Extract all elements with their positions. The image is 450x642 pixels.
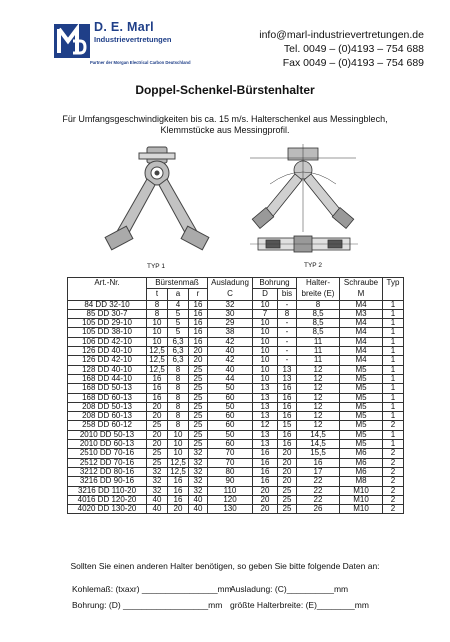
table-cell: 6,3: [168, 356, 189, 365]
table-cell: 12: [297, 384, 340, 393]
company-name: D. E. Marl: [94, 20, 154, 34]
table-cell: 12: [297, 365, 340, 374]
description-line-1: Für Umfangsgeschwindigkeiten bis ca. 15 m/s. Halterschenkel aus Messingblech,: [62, 114, 388, 124]
table-cell: 2: [383, 486, 404, 495]
table-cell: 120: [208, 495, 253, 504]
table-cell: 2: [383, 458, 404, 467]
col-art-nr: Art.-Nr.: [68, 278, 147, 289]
table-cell: 126 DD 40-10: [68, 347, 147, 356]
table-cell: 13: [253, 402, 278, 411]
table-cell: 2: [383, 449, 404, 458]
col-bis: bis: [278, 289, 297, 300]
table-cell: 40: [189, 495, 208, 504]
table-cell: 7: [253, 309, 278, 318]
spec-table: [67, 277, 404, 514]
table-row: [68, 300, 404, 309]
table-cell: 12: [297, 402, 340, 411]
table-cell: 16: [278, 384, 297, 393]
table-cell: 10: [253, 356, 278, 365]
table-cell: 8,5: [297, 319, 340, 328]
table-cell: 32: [189, 458, 208, 467]
table-cell: 2: [383, 495, 404, 504]
table-cell: M4: [340, 319, 383, 328]
table-cell: 32: [189, 467, 208, 476]
table-cell: 25: [189, 430, 208, 439]
table-cell: 20: [278, 458, 297, 467]
email-address: info@marl-industrievertretungen.de: [259, 29, 424, 41]
table-cell: 10: [168, 449, 189, 458]
table-cell: 16: [168, 486, 189, 495]
table-cell: 4016 DD 120-20: [68, 495, 147, 504]
contact-block: [259, 28, 424, 70]
table-cell: 16: [278, 393, 297, 402]
page-title: Doppel-Schenkel-Bürstenhalter: [135, 83, 315, 97]
table-cell: 25: [189, 365, 208, 374]
table-cell: 13: [278, 374, 297, 383]
table-cell: 20: [278, 467, 297, 476]
table-row: [68, 384, 404, 393]
table-cell: 11: [297, 337, 340, 346]
table-subheader-row: [68, 289, 404, 300]
table-cell: 1: [383, 347, 404, 356]
table-cell: M4: [340, 337, 383, 346]
table-cell: 8: [297, 300, 340, 309]
type1-caption: TYP 1: [147, 263, 165, 270]
table-cell: 42: [208, 356, 253, 365]
table-cell: 11: [297, 356, 340, 365]
table-cell: 110: [208, 486, 253, 495]
table-cell: 20: [253, 505, 278, 514]
table-cell: 16: [168, 477, 189, 486]
table-cell: M10: [340, 495, 383, 504]
table-cell: -: [278, 319, 297, 328]
table-cell: 1: [383, 319, 404, 328]
table-cell: 1: [383, 337, 404, 346]
table-cell: 60: [208, 440, 253, 449]
table-cell: 10: [253, 347, 278, 356]
table-cell: 32: [147, 477, 168, 486]
table-cell: 16: [278, 440, 297, 449]
table-cell: 16: [253, 449, 278, 458]
table-cell: 42: [208, 337, 253, 346]
table-cell: M4: [340, 347, 383, 356]
table-cell: M6: [340, 467, 383, 476]
table-cell: -: [278, 356, 297, 365]
company-brand: [90, 20, 191, 65]
table-cell: 10: [168, 430, 189, 439]
table-cell: 4: [168, 300, 189, 309]
table-cell: 16: [147, 384, 168, 393]
table-row: [68, 486, 404, 495]
table-row: [68, 505, 404, 514]
table-cell: M5: [340, 384, 383, 393]
table-cell: 90: [208, 477, 253, 486]
table-cell: 16: [253, 467, 278, 476]
table-cell: 8: [168, 393, 189, 402]
form-halterbreite[interactable]: größte Halterbreite: (E)________mm: [230, 600, 369, 610]
table-cell: 2: [383, 477, 404, 486]
table-cell: 13: [253, 430, 278, 439]
table-cell: 60: [208, 393, 253, 402]
table-cell: 8: [168, 384, 189, 393]
table-cell: 16: [278, 430, 297, 439]
table-cell: 25: [147, 458, 168, 467]
table-cell: 12,5: [147, 365, 168, 374]
table-cell: 22: [297, 495, 340, 504]
table-cell: 25: [147, 421, 168, 430]
table-cell: 22: [297, 486, 340, 495]
table-cell: 8: [168, 365, 189, 374]
table-cell: 128 DD 40-10: [68, 365, 147, 374]
table-cell: 10: [147, 328, 168, 337]
table-cell: M4: [340, 328, 383, 337]
table-cell: 16: [278, 402, 297, 411]
table-cell: 10: [253, 300, 278, 309]
table-cell: 6,3: [168, 347, 189, 356]
table-cell: 208 DD 50-13: [68, 402, 147, 411]
table-cell: 20: [147, 402, 168, 411]
table-cell: 16: [278, 412, 297, 421]
table-cell: 1: [383, 430, 404, 439]
table-cell: 4020 DD 130-20: [68, 505, 147, 514]
table-cell: 1: [383, 309, 404, 318]
col-t: t: [147, 289, 168, 300]
table-cell: M6: [340, 449, 383, 458]
table-cell: 8: [168, 402, 189, 411]
table-cell: 40: [147, 495, 168, 504]
table-cell: 1: [383, 384, 404, 393]
table-cell: 20: [189, 347, 208, 356]
table-cell: 12: [297, 412, 340, 421]
table-cell: 32: [189, 449, 208, 458]
table-cell: 17: [297, 467, 340, 476]
table-cell: 5: [168, 319, 189, 328]
col-buerstenmass: Bürstenmaß: [147, 278, 208, 289]
table-cell: 16: [189, 337, 208, 346]
col-halterbreite-unit: breite (E): [297, 289, 340, 300]
table-cell: 12: [297, 393, 340, 402]
table-row: [68, 328, 404, 337]
table-cell: 60: [208, 412, 253, 421]
table-cell: 13: [253, 440, 278, 449]
table-cell: 25: [278, 486, 297, 495]
table-cell: 3212 DD 80-16: [68, 467, 147, 476]
table-cell: 16: [189, 328, 208, 337]
table-cell: 168 DD 44-10: [68, 374, 147, 383]
form-ausladung[interactable]: Ausladung: (C)__________mm: [230, 584, 349, 594]
table-cell: 25: [189, 374, 208, 383]
table-cell: 1: [383, 356, 404, 365]
col-r: r: [189, 289, 208, 300]
table-cell: M5: [340, 440, 383, 449]
table-cell: 32: [147, 467, 168, 476]
table-row: [68, 421, 404, 430]
table-cell: 25: [189, 440, 208, 449]
col-schraube-unit: M: [340, 289, 383, 300]
table-cell: 1: [383, 374, 404, 383]
table-cell: 20: [168, 505, 189, 514]
type2-brush-holder-drawing: [240, 140, 370, 262]
type2-caption: TYP 2: [304, 262, 322, 269]
table-cell: -: [278, 328, 297, 337]
table-cell: M5: [340, 421, 383, 430]
col-halterbreite: Halter-: [297, 278, 340, 289]
table-cell: M5: [340, 393, 383, 402]
table-cell: 2010 DD 60-13: [68, 440, 147, 449]
table-cell: 8: [147, 300, 168, 309]
table-cell: 10: [253, 328, 278, 337]
col-bohrung: Bohrung: [253, 278, 297, 289]
table-cell: 40: [208, 347, 253, 356]
table-cell: 38: [208, 328, 253, 337]
table-row: [68, 449, 404, 458]
description-line-2: Klemmstücke aus Messingprofil.: [160, 125, 290, 135]
table-cell: 25: [189, 384, 208, 393]
table-cell: 20: [253, 495, 278, 504]
table-cell: 16: [147, 393, 168, 402]
table-cell: 12,5: [147, 347, 168, 356]
table-cell: 16: [168, 495, 189, 504]
table-cell: 25: [189, 393, 208, 402]
table-cell: 29: [208, 319, 253, 328]
table-cell: 26: [297, 505, 340, 514]
form-bohrung[interactable]: Bohrung: (D) __________________mm: [72, 600, 223, 610]
table-cell: 32: [208, 300, 253, 309]
table-cell: 10: [147, 319, 168, 328]
table-cell: 16: [297, 458, 340, 467]
table-cell: 10: [253, 365, 278, 374]
table-cell: 2: [383, 421, 404, 430]
table-cell: 105 DD 29-10: [68, 319, 147, 328]
fax-number: Fax 0049 – (0)4193 – 754 689: [282, 57, 424, 69]
table-cell: M4: [340, 356, 383, 365]
table-cell: M5: [340, 430, 383, 439]
table-cell: 85 DD 30-7: [68, 309, 147, 318]
table-cell: 16: [189, 300, 208, 309]
table-cell: 168 DD 60-13: [68, 393, 147, 402]
table-cell: 20: [278, 449, 297, 458]
table-cell: 12,5: [168, 467, 189, 476]
table-cell: 40: [208, 365, 253, 374]
type1-brush-holder-drawing: [95, 143, 220, 253]
table-cell: 80: [208, 467, 253, 476]
table-cell: 20: [147, 440, 168, 449]
table-cell: 126 DD 42-10: [68, 356, 147, 365]
table-cell: 8: [168, 374, 189, 383]
table-cell: 16: [147, 374, 168, 383]
table-cell: 1: [383, 328, 404, 337]
table-row: [68, 393, 404, 402]
table-cell: 3216 DD 110-20: [68, 486, 147, 495]
table-cell: 16: [189, 309, 208, 318]
table-cell: 25: [147, 449, 168, 458]
table-cell: 12,5: [147, 356, 168, 365]
table-cell: 20: [253, 486, 278, 495]
table-cell: 1: [383, 365, 404, 374]
table-cell: 8: [147, 309, 168, 318]
table-cell: -: [278, 347, 297, 356]
col-ausladung: Ausladung: [208, 278, 253, 289]
table-cell: 8,5: [297, 328, 340, 337]
col-schraube: Schraube: [340, 278, 383, 289]
table-cell: M3: [340, 309, 383, 318]
col-ausladung-unit: C: [208, 289, 253, 300]
table-cell: 6,3: [168, 337, 189, 346]
table-cell: 12: [297, 421, 340, 430]
phone-number: Tel. 0049 – (0)4193 – 754 688: [283, 43, 424, 55]
table-cell: 130: [208, 505, 253, 514]
table-cell: 1: [383, 393, 404, 402]
table-cell: 11: [297, 347, 340, 356]
table-cell: -: [278, 300, 297, 309]
table-cell: 70: [208, 458, 253, 467]
company-logo: [54, 24, 90, 58]
table-cell: 50: [208, 384, 253, 393]
table-cell: M10: [340, 505, 383, 514]
table-cell: 40: [189, 505, 208, 514]
table-cell: M5: [340, 365, 383, 374]
table-cell: 2: [383, 505, 404, 514]
table-cell: 10: [253, 319, 278, 328]
table-cell: 8: [168, 421, 189, 430]
table-cell: 12: [253, 421, 278, 430]
col-a: a: [168, 289, 189, 300]
letterhead: [0, 0, 450, 70]
table-cell: 2: [383, 467, 404, 476]
spec-table-body: [68, 300, 404, 514]
table-cell: 20: [189, 356, 208, 365]
table-cell: 20: [147, 412, 168, 421]
table-cell: 2010 DD 50-13: [68, 430, 147, 439]
table-cell: 12: [297, 374, 340, 383]
table-cell: 13: [253, 393, 278, 402]
table-cell: 22: [297, 477, 340, 486]
table-cell: 8: [278, 309, 297, 318]
table-cell: 5: [168, 309, 189, 318]
table-cell: M5: [340, 374, 383, 383]
table-cell: 12,5: [168, 458, 189, 467]
table-cell: 10: [147, 337, 168, 346]
table-cell: 1: [383, 300, 404, 309]
table-cell: 15,5: [297, 449, 340, 458]
request-note: Sollten Sie einen anderen Halter benötigen, so geben Sie bitte folgende Daten an:: [70, 561, 380, 571]
table-cell: 16: [253, 458, 278, 467]
table-row: [68, 356, 404, 365]
table-cell: 1: [383, 402, 404, 411]
table-cell: 25: [278, 505, 297, 514]
table-cell: 15: [278, 421, 297, 430]
table-cell: 84 DD 32-10: [68, 300, 147, 309]
table-cell: 258 DD 60-12: [68, 421, 147, 430]
table-cell: 50: [208, 430, 253, 439]
table-cell: 13: [253, 384, 278, 393]
company-subtitle: Industrievertretungen: [94, 35, 172, 44]
table-row: [68, 477, 404, 486]
col-typ: Typ: [383, 278, 404, 289]
table-cell: M10: [340, 486, 383, 495]
table-cell: M8: [340, 477, 383, 486]
partner-text: Partner der Morgan Electrical Carbon Deutschland: [90, 60, 191, 65]
table-cell: M5: [340, 412, 383, 421]
form-kohlemass[interactable]: Kohlemaß: (txaxr) ________________mm: [72, 584, 232, 594]
col-d: D: [253, 289, 278, 300]
table-cell: -: [278, 337, 297, 346]
table-cell: 10: [168, 440, 189, 449]
table-cell: 50: [208, 402, 253, 411]
table-cell: 1: [383, 440, 404, 449]
table-cell: 70: [208, 449, 253, 458]
table-cell: 16: [189, 319, 208, 328]
table-cell: 14,5: [297, 440, 340, 449]
table-cell: 2510 DD 70-16: [68, 449, 147, 458]
table-cell: 208 DD 60-13: [68, 412, 147, 421]
table-cell: 8: [168, 412, 189, 421]
table-cell: 44: [208, 374, 253, 383]
description: [50, 114, 400, 136]
table-cell: M4: [340, 300, 383, 309]
table-cell: 5: [168, 328, 189, 337]
table-cell: 20: [147, 430, 168, 439]
table-cell: 32: [189, 486, 208, 495]
table-cell: 168 DD 50-13: [68, 384, 147, 393]
table-cell: 3216 DD 90-16: [68, 477, 147, 486]
table-cell: 60: [208, 421, 253, 430]
table-cell: 25: [189, 412, 208, 421]
table-cell: 1: [383, 412, 404, 421]
table-cell: 32: [189, 477, 208, 486]
table-cell: 10: [253, 337, 278, 346]
table-cell: 13: [278, 365, 297, 374]
table-cell: M5: [340, 402, 383, 411]
table-header-row: [68, 278, 404, 289]
table-cell: 8,5: [297, 309, 340, 318]
table-cell: 25: [189, 421, 208, 430]
table-cell: 30: [208, 309, 253, 318]
table-cell: 25: [189, 402, 208, 411]
table-cell: M6: [340, 458, 383, 467]
table-cell: 16: [253, 477, 278, 486]
table-cell: 13: [253, 412, 278, 421]
table-cell: 2512 DD 70-16: [68, 458, 147, 467]
table-cell: 10: [253, 374, 278, 383]
table-cell: 25: [278, 495, 297, 504]
table-cell: 32: [147, 486, 168, 495]
table-cell: 40: [147, 505, 168, 514]
table-cell: 105 DD 38-10: [68, 328, 147, 337]
table-cell: 14,5: [297, 430, 340, 439]
table-cell: 106 DD 42-10: [68, 337, 147, 346]
table-cell: 20: [278, 477, 297, 486]
